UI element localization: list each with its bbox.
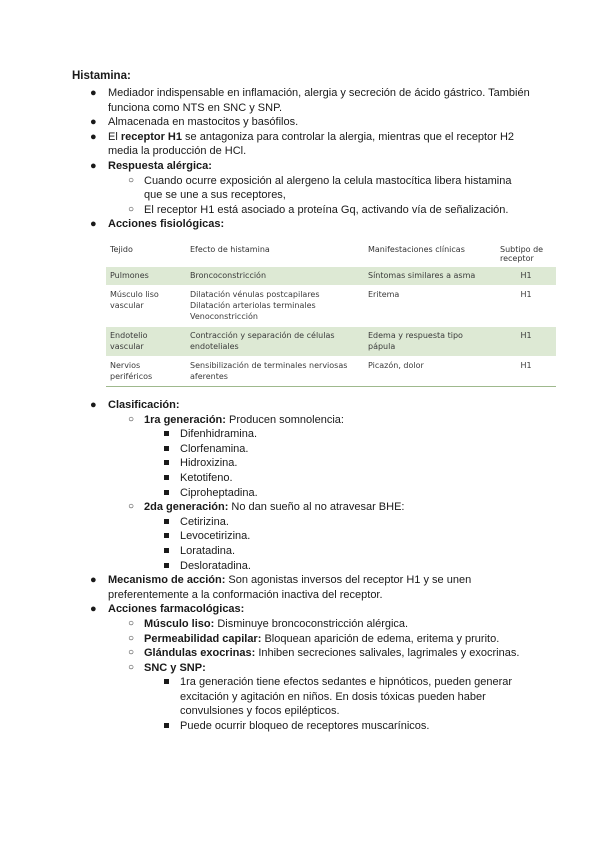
square-bullet-icon xyxy=(164,679,169,684)
list-item: ○ 1ra generación: Producen somnolencia: Difenhidramina. Clorfenamina. Hidroxizina. Ketotifeno. Ciproheptadina. xyxy=(90,413,530,501)
list-item: Puede ocurrir bloqueo de receptores muscarínicos. xyxy=(90,719,530,734)
bullet-icon: ● xyxy=(90,116,97,129)
square-bullet-icon xyxy=(164,446,169,451)
circle-bullet-icon: ○ xyxy=(128,413,135,425)
list-item: ○ Permeabilidad capilar: Bloquean aparición de edema, eritema y prurito. xyxy=(128,632,500,645)
square-bullet-icon xyxy=(164,563,169,568)
histamine-actions-table xyxy=(106,242,556,387)
square-bullet-icon xyxy=(164,475,169,480)
list-item: ○ Glándulas exocrinas: Inhiben secreciones salivales, lagrimales y exocrinas. xyxy=(128,647,520,660)
list-item: ○ El receptor H1 está asociado a proteína Gq, activando vía de señalización. xyxy=(128,203,509,216)
list-item: ○ Cuando ocurre exposición al alergeno la celula mastocítica libera histamina que se une a sus receptores, xyxy=(128,174,512,202)
bullet-icon: ● xyxy=(90,159,97,172)
square-bullet-icon xyxy=(164,490,169,495)
list-item: ○ SNC y SNP: 1ra generación tiene efectos sedantes e hipnóticos, pueden generar excitación y agitación en niños. En dosis tóxicas pueden haber convulsiones y focos epilépticos. Puede ocurrir bloqueo de receptores muscarínicos. xyxy=(90,661,530,734)
circle-bullet-icon: ○ xyxy=(128,647,135,659)
upper-list xyxy=(90,86,530,232)
circle-bullet-icon: ○ xyxy=(128,617,135,629)
circle-bullet-icon: ○ xyxy=(128,501,135,513)
square-bullet-icon xyxy=(164,533,169,538)
list-item: ○ Músculo liso: Disminuye broncoconstricción alérgica. xyxy=(128,617,409,630)
square-bullet-icon xyxy=(164,548,169,553)
circle-bullet-icon: ○ xyxy=(128,174,135,186)
bullet-icon: ● xyxy=(90,399,97,411)
circle-bullet-icon: ○ xyxy=(128,203,135,215)
bullet-icon: ● xyxy=(90,574,97,587)
list-item: ● Acciones farmacológicas: ○ Músculo liso: Disminuye broncoconstricción alérgica. ○ Permeabilidad capilar: Bloquean aparición de edema, eritema y prurito. ○ Glándulas exocrinas: Inhiben secreciones salivales, lagrimales y exocrinas. ○ SNC y SNP: 1ra generación tiene efectos sedantes e hipnóticos, pueden generar excitación y agitación en niños. En dosis tóxicas pueden haber convulsiones y focos epilépticos. Puede ocurrir bloqueo de receptores muscarínicos. xyxy=(90,602,530,733)
list-item: Desloratadina. xyxy=(90,559,530,574)
list-item: Cetirizina. xyxy=(90,515,530,530)
table-row: Nervios periféricos Sensibilización de terminales nerviosas aferentes Picazón, dolor H1 xyxy=(106,357,556,387)
lower-list xyxy=(90,398,530,734)
list-item: Loratadina. xyxy=(90,544,530,559)
list-item: Levocetirizina. xyxy=(90,529,530,544)
bullet-icon: ● xyxy=(90,218,97,231)
list-item: Hidroxizina. xyxy=(90,456,530,471)
list-item: ● Respuesta alérgica: ○ Cuando ocurre exposición al alergeno la celula mastocítica libera histamina que se une a sus receptores, ○ El receptor H1 está asociado a proteína Gq, activando vía de señalización. xyxy=(90,159,530,217)
bullet-icon: ● xyxy=(90,603,97,616)
circle-bullet-icon: ○ xyxy=(128,661,135,673)
table-row: Endotelio vascular Contracción y separación de células endoteliales Edema y respuesta tipo pápula H1 xyxy=(106,327,556,357)
list-item: Ketotifeno. xyxy=(90,471,530,486)
list-item: ● Almacenada en mastocitos y basófilos. xyxy=(90,116,299,129)
list-item: ● El receptor H1 se antagoniza para controlar la alergia, mientras que el receptor H2 media la producción de HCl. xyxy=(90,130,515,158)
list-item: ● Acciones fisiológicas: xyxy=(90,218,225,231)
list-item: ● Mediador indispensable en inflamación, alergia y secreción de ácido gástrico. También funciona como NTS en SNC y SNP. xyxy=(90,87,530,114)
square-bullet-icon xyxy=(164,460,169,465)
table-row: Pulmones Broncoconstricción Síntomas similares a asma H1 xyxy=(106,267,556,286)
square-bullet-icon xyxy=(164,723,169,728)
list-item: Clorfenamina. xyxy=(90,442,530,457)
list-item: Ciproheptadina. xyxy=(90,486,530,501)
header-tejido: Tejido xyxy=(110,245,133,254)
list-item: ○ 2da generación: No dan sueño al no atravesar BHE: Cetirizina. Levocetirizina. Loratadina. Desloratadina. xyxy=(90,500,530,573)
square-bullet-icon xyxy=(164,519,169,524)
list-item: ● Mecanismo de acción: Son agonistas inversos del receptor H1 y se unen preferentemente a la conformación inactiva del receptor. xyxy=(90,574,472,601)
circle-bullet-icon: ○ xyxy=(128,632,135,644)
table-row: Músculo liso vascular Dilatación vénulas postcapilares Dilatación arteriolas terminales Venoconstricción Eritema H1 xyxy=(106,286,556,327)
header-subtipo: Subtipo de receptor xyxy=(500,245,544,263)
bullet-icon: ● xyxy=(90,87,97,99)
header-manifestaciones: Manifestaciones clínicas xyxy=(368,245,465,254)
page-title: Histamina: xyxy=(72,70,131,82)
list-item: Difenhidramina. xyxy=(90,427,530,442)
list-item: 1ra generación tiene efectos sedantes e hipnóticos, pueden generar excitación y agitación en niños. En dosis tóxicas pueden haber convulsiones y focos epilépticos. xyxy=(90,675,530,719)
header-efecto: Efecto de histamina xyxy=(190,245,270,254)
table-header-row xyxy=(106,242,556,267)
square-bullet-icon xyxy=(164,431,169,436)
bullet-icon: ● xyxy=(90,130,97,143)
list-item: ● Clasificación: ○ 1ra generación: Producen somnolencia: Difenhidramina. Clorfenamina. Hidroxizina. Ketotifeno. Ciproheptadina. ○ 2da generación: No dan sueño al no atravesar BHE: Cetirizina. Levocetirizina. Loratadina. Desloratadina. xyxy=(90,398,530,573)
